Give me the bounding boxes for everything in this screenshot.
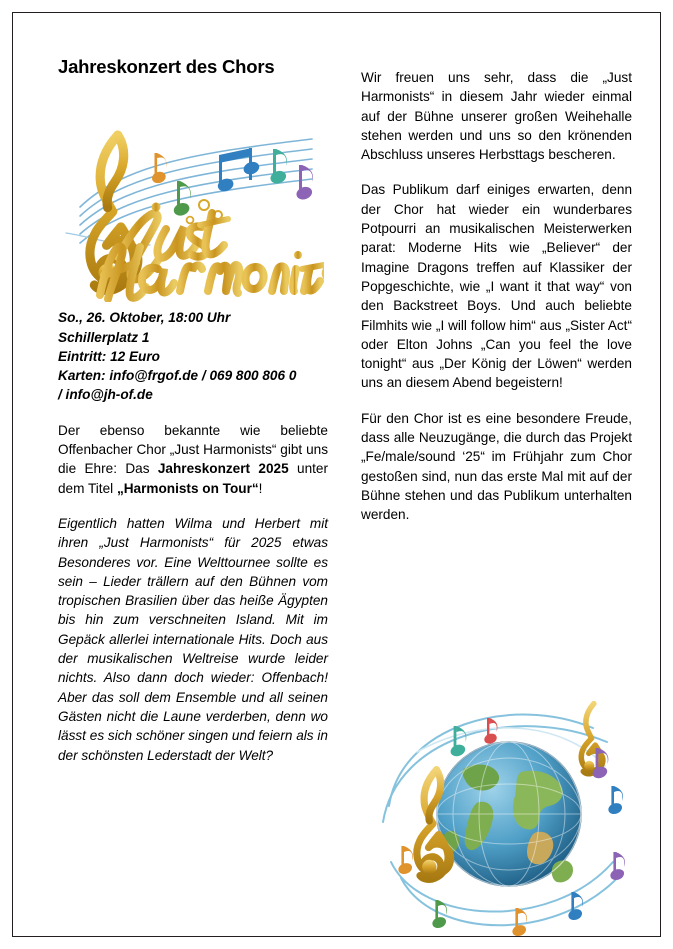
event-date-time: So., 26. Oktober, 18:00 Uhr: [58, 310, 231, 326]
page-title: Jahreskonzert des Chors: [58, 56, 275, 77]
left-column: [58, 56, 328, 765]
right-paragraph-3: Für den Chor ist es eine besondere Freude, dass alle Neuzugänge, die durch das Projekt „Fe/male/sound ‘25“ im Frühjahr zum Chor gestoßen sind, nun das erste Mal mit auf der Bühne stehen und das Publikum unterhalten werden.: [361, 410, 632, 523]
right-paragraph-2: Das Publikum darf einiges erwarten, denn der Chor hat wieder ein wunderbares Potpourri an musikalischen Meisterwerken parat: Moderne Hits wie „Believer“ der Imagine Dragons treffen auf Klassiker der Popgeschichte, wie „I want it that way“ von den Backstreet Boys. Und auch beliebte Filmhits wie „I will follow him“ aus „Sister Act“ oder Elton Johns „Can you feel the love tonight“ aus „Der König der Löwen“ werden uns an diesem Abend begeistern!: [361, 182, 632, 391]
right-column: [361, 68, 632, 525]
just-harmonists-logo: [54, 87, 324, 302]
left-p1-text-1: Der ebenso bekannte wie beliebte Offenbacher Chor „Just Harmonists“ gibt uns die Ehre: Das: [58, 422, 328, 477]
event-details: [58, 308, 328, 404]
page-content: [58, 56, 632, 896]
event-price: Eintritt: 12 Euro: [58, 348, 160, 364]
event-tickets-line-1: Karten: info@frgof.de / 069 800 806 0: [58, 368, 297, 384]
left-paragraph-2: Eigentlich hatten Wilma und Herbert mit ihren „Just Harmonists“ für 2025 etwas Besonderes vor. Eine Welttournee sollte es sein – Lieder trällern auf den Bühnen vom tropischen Brasilien über das heiße Ägypten bis hin zum verschneiten Island. Mit im Gepäck allerlei internationale Hits. Doch aus der musikalischen Weltreise wurde leider nichts. Also dann doch wieder: Offenbach! Aber das soll dem Ensemble und all seinen Gästen nicht die Laune verderben, denn wo lässt es sich schöner singen und feiern als in der schönsten Lederstadt der Welt?: [58, 515, 328, 763]
left-p1-text-2: unter dem Titel: [58, 461, 328, 496]
left-p1-text-3: !: [258, 480, 263, 496]
left-p1-bold-1: Jahreskonzert 2025: [157, 461, 289, 477]
decorative-notes-icon: [150, 148, 313, 223]
right-paragraph-1: Wir freuen uns sehr, dass die „Just Harmonists“ in diesem Jahr wieder einmal auf der Bühne unserer großen Weihehalle stehen werden und uns so den krönenden Abschluss unseres Herbsttags bescheren.: [361, 70, 632, 163]
left-paragraph-1: [58, 421, 328, 498]
globe-icon: [437, 742, 581, 886]
globe-music-illustration: [361, 656, 641, 949]
left-p1-bold-2: „Harmonists on Tour“: [116, 480, 259, 496]
event-tickets-line-2: / info@jh-of.de: [58, 387, 153, 403]
event-venue: Schillerplatz 1: [58, 329, 150, 345]
